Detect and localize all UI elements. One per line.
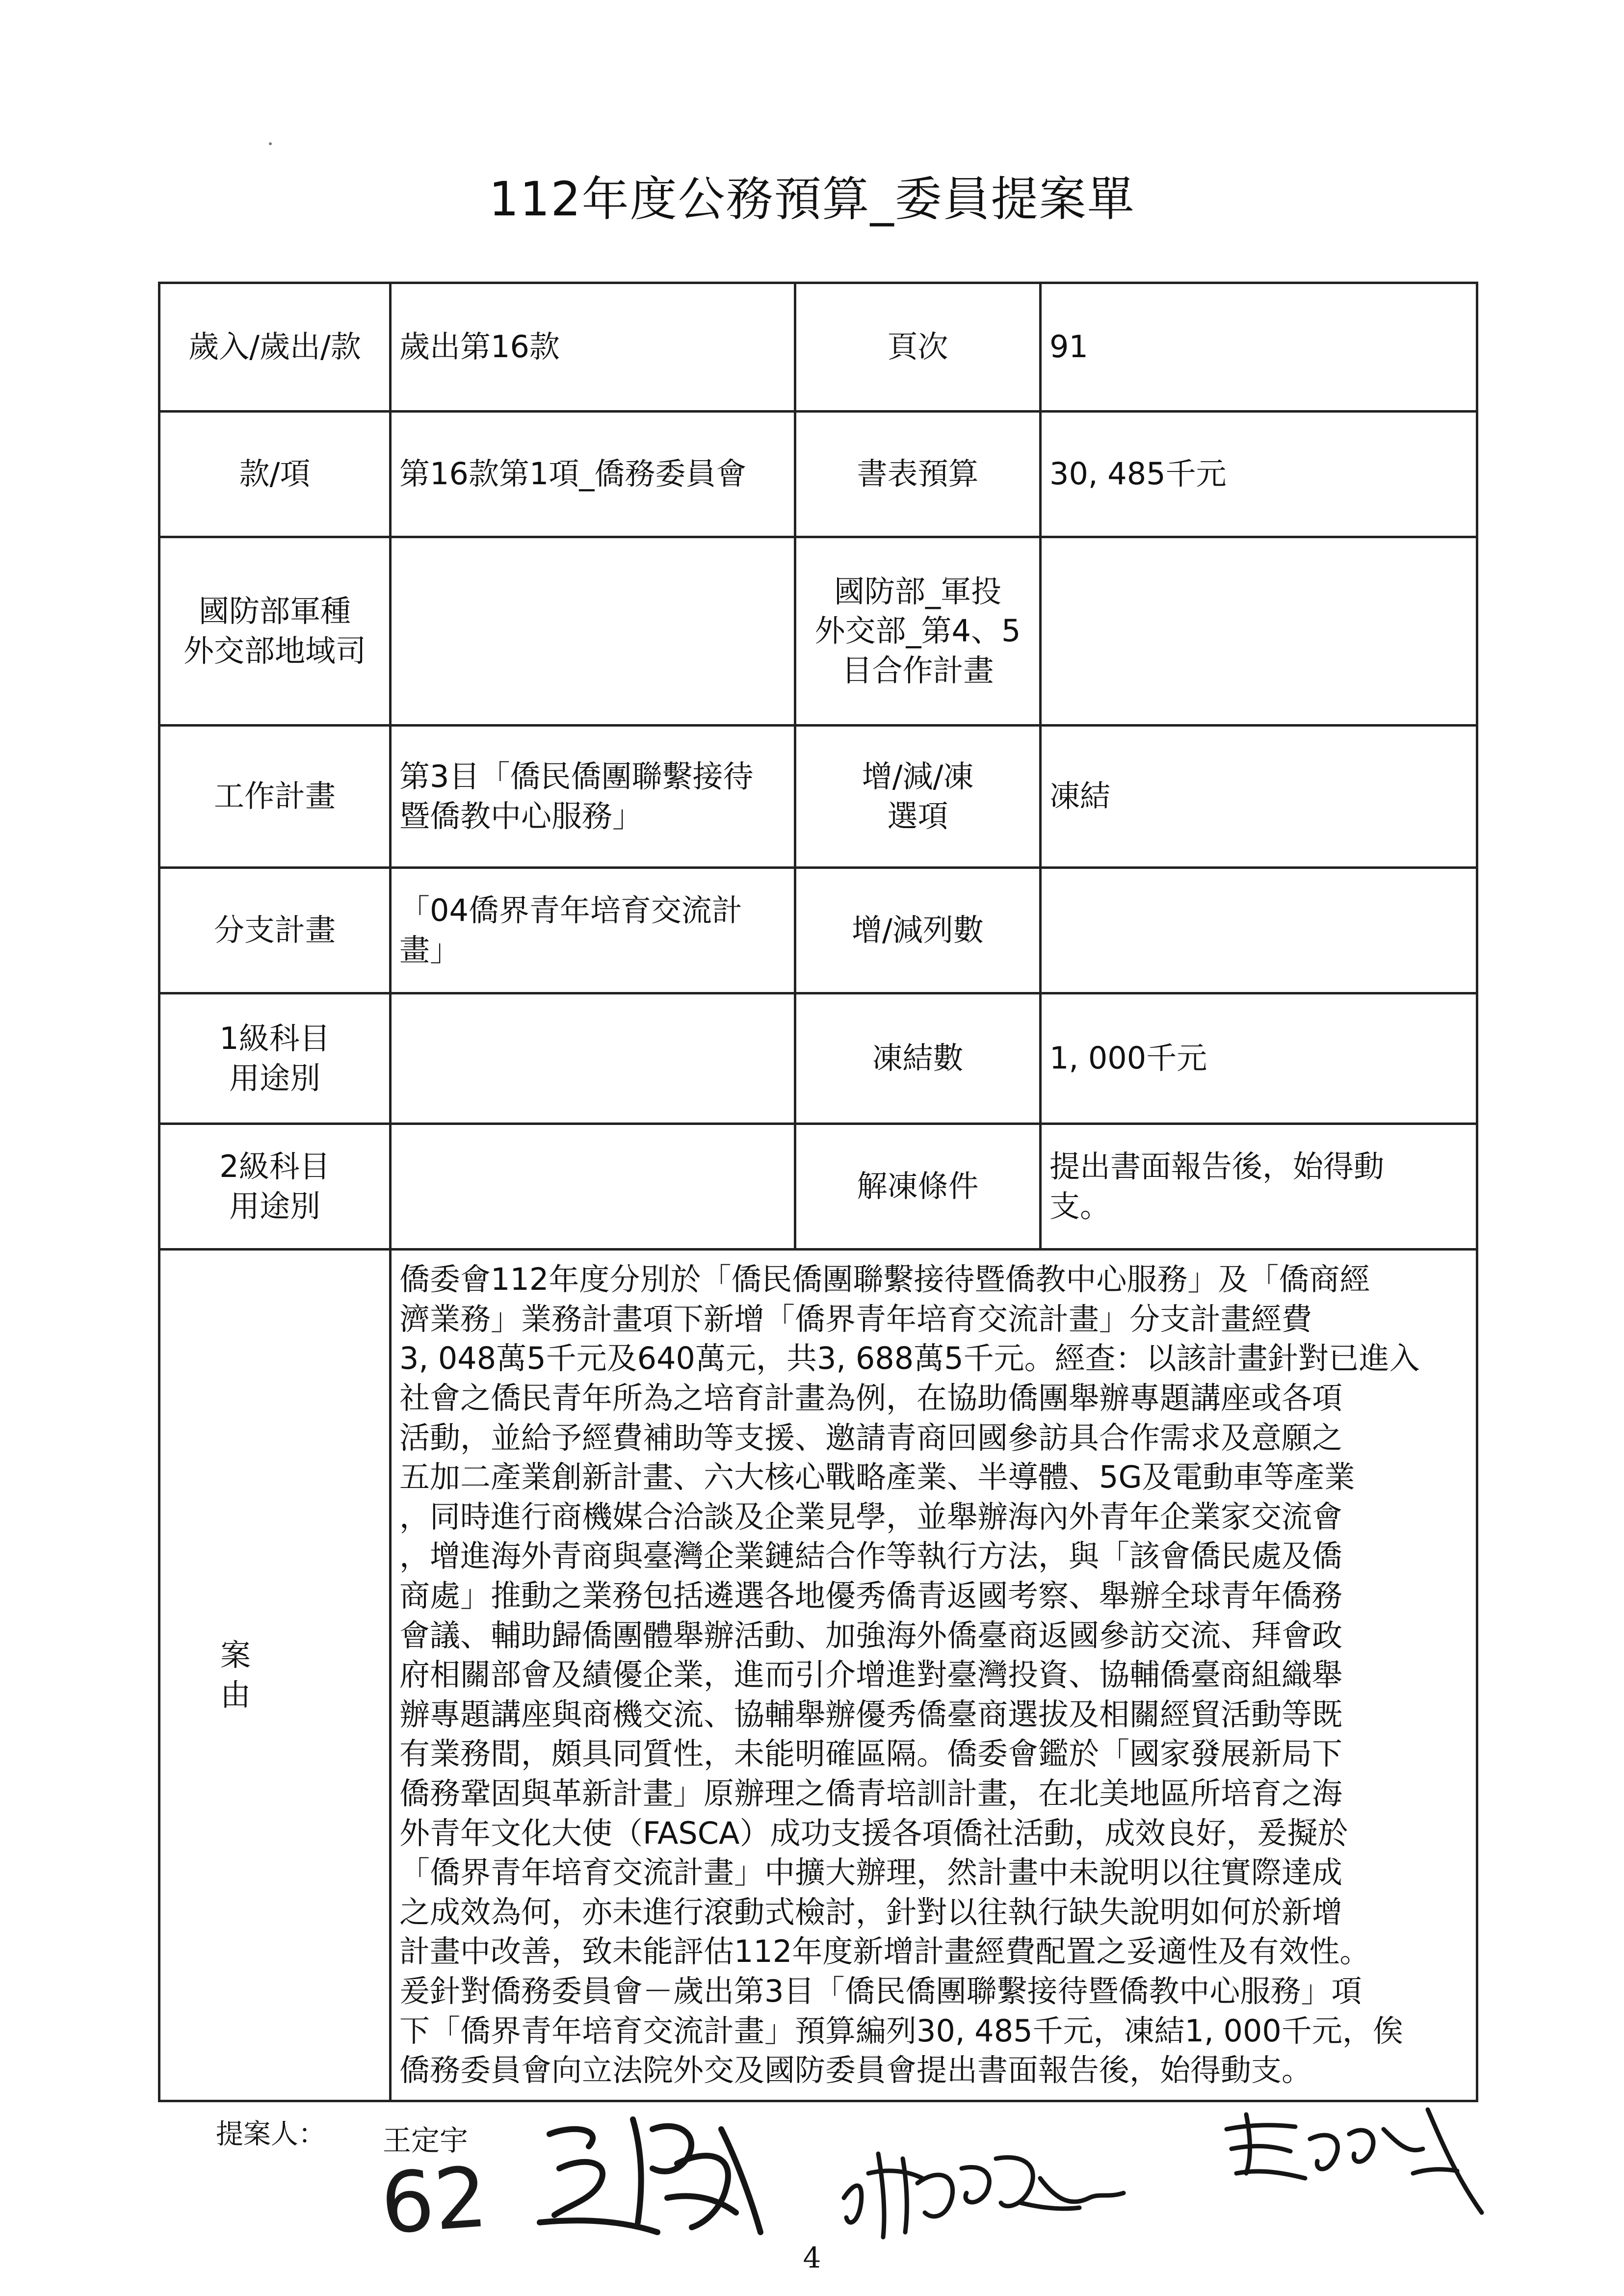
- reason-line: 外青年文化大使（FASCA）成功支援各項僑社活動，成效良好，爰擬於: [399, 1815, 1348, 1851]
- row-sub-plan: [159, 868, 1477, 993]
- label-sub-plan: 分支計畫: [159, 868, 391, 993]
- label-line: 國防部_軍投: [834, 573, 1001, 609]
- handwritten-number: 62: [378, 2148, 491, 2253]
- reason-line: 府相關部會及績優企業，進而引介增進對臺灣投資、協輔僑臺商組織舉: [399, 1657, 1343, 1693]
- value-adjust-option: 凍結: [1041, 726, 1477, 868]
- value-line: 畫」: [399, 932, 461, 968]
- value-page: 91: [1041, 283, 1477, 412]
- reason-line: ，增進海外青商與臺灣企業鏈結合作等執行方法，與「該會僑民處及僑: [399, 1538, 1343, 1574]
- reason-line: 濟業務」業務計畫項下新增「僑界青年培育交流計畫」分支計畫經費: [399, 1301, 1312, 1337]
- value-budget-category: 歲出第16款: [391, 283, 795, 412]
- value-line: 提出書面報告後，始得動: [1049, 1148, 1385, 1184]
- label-adjust-option: [795, 726, 1041, 868]
- value-section-item: 第16款第1項_僑務委員會: [391, 412, 795, 537]
- label-line: 選項: [887, 798, 948, 834]
- signature-3: [1217, 2095, 1492, 2222]
- reason-line: 計畫中改善，致未能評估112年度新增計畫經費配置之妥適性及有效性。: [399, 1933, 1370, 1970]
- reason-line: 辦專題講座與商機交流、協輔舉辦優秀僑臺商選拔及相關經貿活動等既: [399, 1696, 1343, 1732]
- label-reason: 案由: [159, 1250, 391, 2101]
- row-defense-foreign: [159, 537, 1477, 726]
- value-defense-foreign-dept: [391, 537, 795, 726]
- value-level2-account: [391, 1124, 795, 1250]
- proposer-label: 提案人：: [216, 2118, 326, 2150]
- row-section-item: [159, 412, 1477, 537]
- label-line: 目合作計畫: [841, 652, 994, 688]
- signature-1: [530, 2100, 785, 2247]
- label-work-plan: 工作計畫: [159, 726, 391, 868]
- reason-line: 僑務鞏固與革新計畫」原辦理之僑青培訓計畫，在北美地區所培育之海: [399, 1775, 1343, 1811]
- value-defense-foreign-plan: [1041, 537, 1477, 726]
- value-freeze-amount: 1, 000千元: [1041, 993, 1477, 1124]
- reason-line: 五加二產業創新計畫、六大核心戰略產業、半導體、5G及電動車等產業: [399, 1459, 1355, 1495]
- reason-line: 有業務間，頗具同質性，未能明確區隔。僑委會鑑於「國家發展新局下: [399, 1736, 1343, 1772]
- label-budget-category: 歲入/歲出/款: [159, 283, 391, 412]
- value-statement-budget: 30, 485千元: [1041, 412, 1477, 537]
- reason-line: 商處」推動之業務包括遴選各地優秀僑青返國考察、舉辦全球青年僑務: [399, 1578, 1343, 1614]
- label-freeze-amount: 凍結數: [795, 993, 1041, 1124]
- value-line: 「04僑界青年培育交流計: [399, 892, 742, 928]
- reason-text: [391, 1250, 1477, 2101]
- label-line: 外交部_第4、5: [814, 613, 1021, 649]
- reason-line: 「僑界青年培育交流計畫」中擴大辦理，然計畫中未說明以往實際達成: [399, 1854, 1343, 1891]
- reason-line: 3, 048萬5千元及640萬元，共3, 688萬5千元。經查：以該計畫針對已進入: [399, 1340, 1420, 1377]
- page-number: 4: [803, 2241, 821, 2274]
- label-defense-foreign-plan: [795, 537, 1041, 726]
- reason-line: 爰針對僑務委員會－歲出第3目「僑民僑團聯繫接待暨僑教中心服務」項: [399, 1973, 1362, 2009]
- reason-line: 社會之僑民青年所為之培育計畫為例，在協助僑團舉辦專題講座或各項: [399, 1380, 1343, 1416]
- value-line: 暨僑教中心服務」: [399, 798, 643, 834]
- label-level2-account: [159, 1124, 391, 1250]
- label-line: 增/減/凍: [862, 758, 974, 794]
- label-section-item: 款/項: [159, 412, 391, 537]
- value-unfreeze-condition: [1041, 1124, 1477, 1250]
- reason-line: ，同時進行商機媒合洽談及企業見學，並舉辦海內外青年企業家交流會: [399, 1498, 1343, 1535]
- label-line: 外交部地域司: [183, 632, 366, 669]
- label-line: 2級科目: [219, 1148, 330, 1184]
- row-budget-category: [159, 283, 1477, 412]
- scan-speck: [269, 142, 272, 145]
- label-line: 國防部軍種: [198, 593, 351, 629]
- label-unfreeze-condition: 解凍條件: [795, 1124, 1041, 1250]
- label-line: 用途別: [229, 1188, 320, 1224]
- reason-line: 之成效為何，亦未進行滾動式檢討，針對以往執行缺失說明如何於新增: [399, 1894, 1343, 1930]
- reason-line: 僑委會112年度分別於「僑民僑團聯繫接待暨僑教中心服務」及「僑商經: [399, 1261, 1370, 1298]
- reason-line: 下「僑界青年培育交流計畫」預算編列30, 485千元，凍結1, 000千元，俟: [399, 2012, 1403, 2049]
- label-statement-budget: 書表預算: [795, 412, 1041, 537]
- signature-2: [834, 2124, 1138, 2242]
- value-work-plan: [391, 726, 795, 868]
- reason-line: 活動，並給予經費補助等支援、邀請青商回國參訪具合作需求及意願之: [399, 1419, 1343, 1456]
- label-level1-account: [159, 993, 391, 1124]
- row-level1-account: [159, 993, 1477, 1124]
- row-level2-account: [159, 1124, 1477, 1250]
- proposal-form-table: [158, 282, 1478, 2102]
- value-sub-plan: [391, 868, 795, 993]
- row-work-plan: [159, 726, 1477, 868]
- proposer-name: 王定宇: [383, 2124, 469, 2157]
- value-line: 支。: [1049, 1188, 1111, 1224]
- value-level1-account: [391, 993, 795, 1124]
- value-adjust-amount: [1041, 868, 1477, 993]
- label-line: 用途別: [229, 1060, 320, 1096]
- label-defense-foreign-dept: [159, 537, 391, 726]
- label-adjust-amount: 增/減列數: [795, 868, 1041, 993]
- reason-line: 會議、輔助歸僑團體舉辦活動、加強海外僑臺商返國參訪交流、拜會政: [399, 1617, 1343, 1653]
- value-line: 第3目「僑民僑團聯繫接待: [399, 758, 754, 794]
- document-title: 112年度公務預算_委員提案單: [489, 172, 1135, 227]
- reason-line: 僑務委員會向立法院外交及國防委員會提出書面報告後，始得動支。: [399, 2052, 1312, 2088]
- label-line: 1級科目: [219, 1020, 330, 1056]
- row-reason: [159, 1250, 1477, 2101]
- label-page: 頁次: [795, 283, 1041, 412]
